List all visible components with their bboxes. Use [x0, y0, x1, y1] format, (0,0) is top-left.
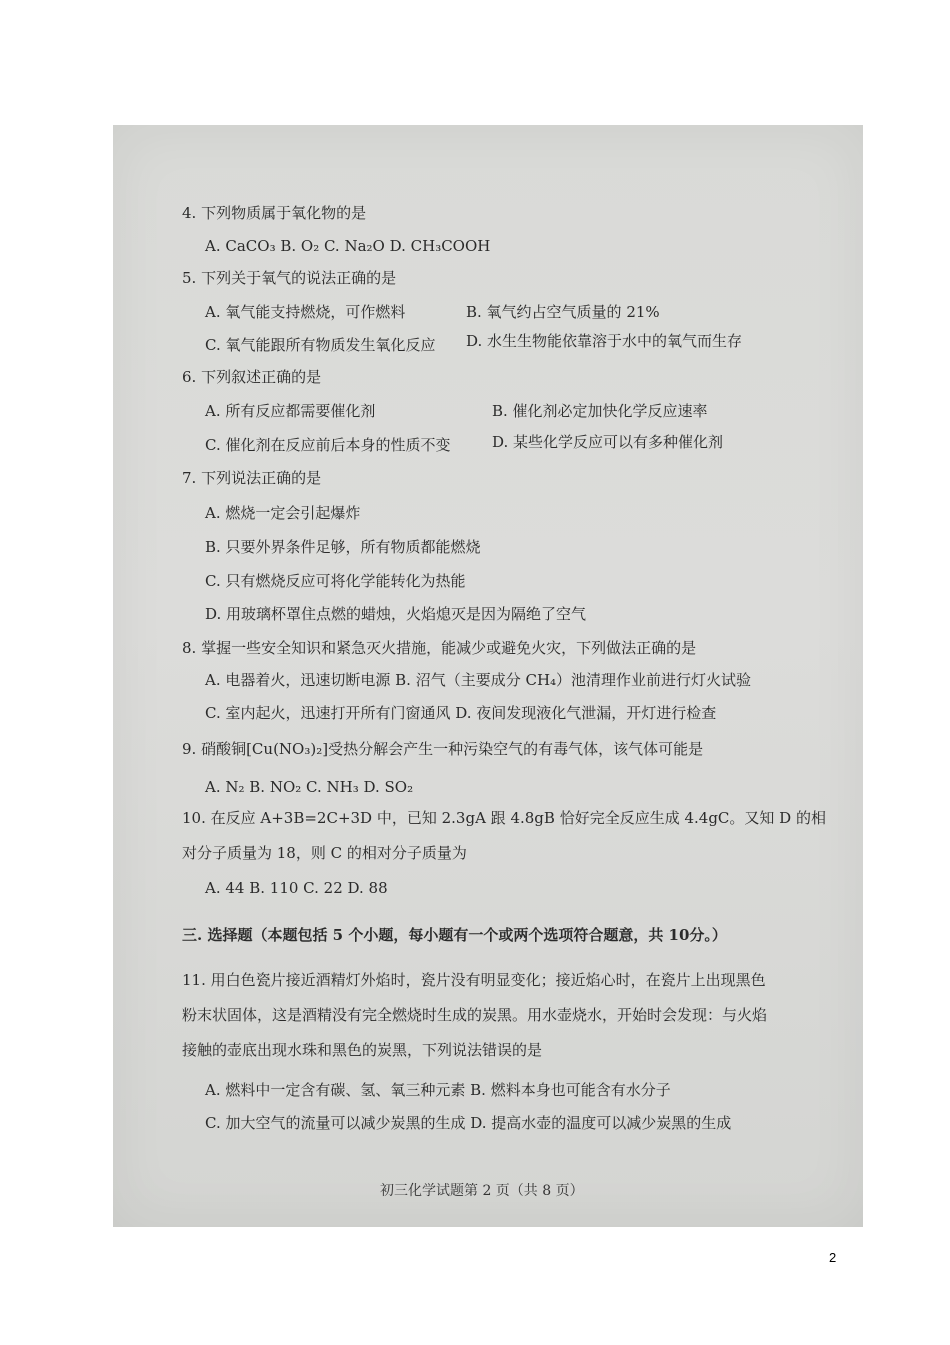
exam-page-footer: 初三化学试题第 2 页（共 8 页）	[380, 1183, 584, 1199]
q7-option-c: C. 只有燃烧反应可将化学能转化为热能	[205, 572, 466, 590]
q5-stem: 5. 下列关于氧气的说法正确的是	[182, 269, 397, 287]
q5-option-d: D. 水生生物能依靠溶于水中的氧气而生存	[466, 332, 743, 350]
q6-stem: 6. 下列叙述正确的是	[182, 368, 322, 386]
q4-options: A. CaCO₃ B. O₂ C. Na₂O D. CH₃COOH	[205, 237, 491, 255]
q10-stem-line1: 10. 在反应 A+3B=2C+3D 中，已知 2.3gA 跟 4.8gB 恰好完全反应生成 4.4gC。又知 D 的相	[182, 809, 826, 827]
q9-stem: 9. 硝酸铜[Cu(NO₃)₂]受热分解会产生一种污染空气的有毒气体，该气体可能是	[182, 740, 704, 758]
q9-options: A. N₂ B. NO₂ C. NH₃ D. SO₂	[205, 778, 414, 796]
q5-option-c: C. 氧气能跟所有物质发生氧化反应	[205, 336, 436, 354]
q7-option-b: B. 只要外界条件足够，所有物质都能燃烧	[205, 538, 481, 556]
q4-stem: 4. 下列物质属于氧化物的是	[182, 204, 367, 222]
q11-stem-line2: 粉末状固体，这是酒精没有完全燃烧时生成的炭黑。用水壶烧水，开始时会发现：与火焰	[182, 1006, 768, 1024]
section-3-heading: 三. 选择题（本题包括 5 个小题，每小题有一个或两个选项符合题意，共 10分。）	[182, 926, 727, 944]
q10-stem-line2: 对分子质量为 18，则 C 的相对分子质量为	[182, 844, 467, 862]
q6-option-c: C. 催化剂在反应前后本身的性质不变	[205, 436, 451, 454]
q10-options: A. 44 B. 110 C. 22 D. 88	[205, 879, 388, 897]
q8-options-ab: A. 电器着火，迅速切断电源 B. 沼气（主要成分 CH₄）池清理作业前进行灯火试验	[205, 671, 752, 689]
q7-stem: 7. 下列说法正确的是	[182, 469, 322, 487]
q6-option-b: B. 催化剂必定加快化学反应速率	[492, 402, 708, 420]
q7-option-d: D. 用玻璃杯罩住点燃的蜡烛，火焰熄灭是因为隔绝了空气	[205, 605, 587, 623]
q7-option-a: A. 燃烧一定会引起爆炸	[205, 504, 361, 522]
q11-options-ab: A. 燃料中一定含有碳、氢、氧三种元素 B. 燃料本身也可能含有水分子	[205, 1081, 671, 1099]
q11-stem-line1: 11. 用白色瓷片接近酒精灯外焰时，瓷片没有明显变化；接近焰心时，在瓷片上出现黑色	[182, 971, 766, 989]
q5-option-a: A. 氧气能支持燃烧，可作燃料	[205, 303, 406, 321]
q5-option-b: B. 氧气约占空气质量的 21%	[466, 303, 660, 321]
q11-options-cd: C. 加大空气的流量可以减少炭黑的生成 D. 提高水壶的温度可以减少炭黑的生成	[205, 1114, 732, 1132]
page-number: 2	[829, 1250, 837, 1265]
q6-option-a: A. 所有反应都需要催化剂	[205, 402, 376, 420]
q11-stem-line3: 接触的壶底出现水珠和黑色的炭黑，下列说法错误的是	[182, 1041, 543, 1059]
q8-options-cd: C. 室内起火，迅速打开所有门窗通风 D. 夜间发现液化气泄漏，开灯进行检查	[205, 704, 717, 722]
q6-option-d: D. 某些化学反应可以有多种催化剂	[492, 433, 724, 451]
q8-stem: 8. 掌握一些安全知识和紧急灭火措施，能减少或避免火灾，下列做法正确的是	[182, 639, 697, 657]
